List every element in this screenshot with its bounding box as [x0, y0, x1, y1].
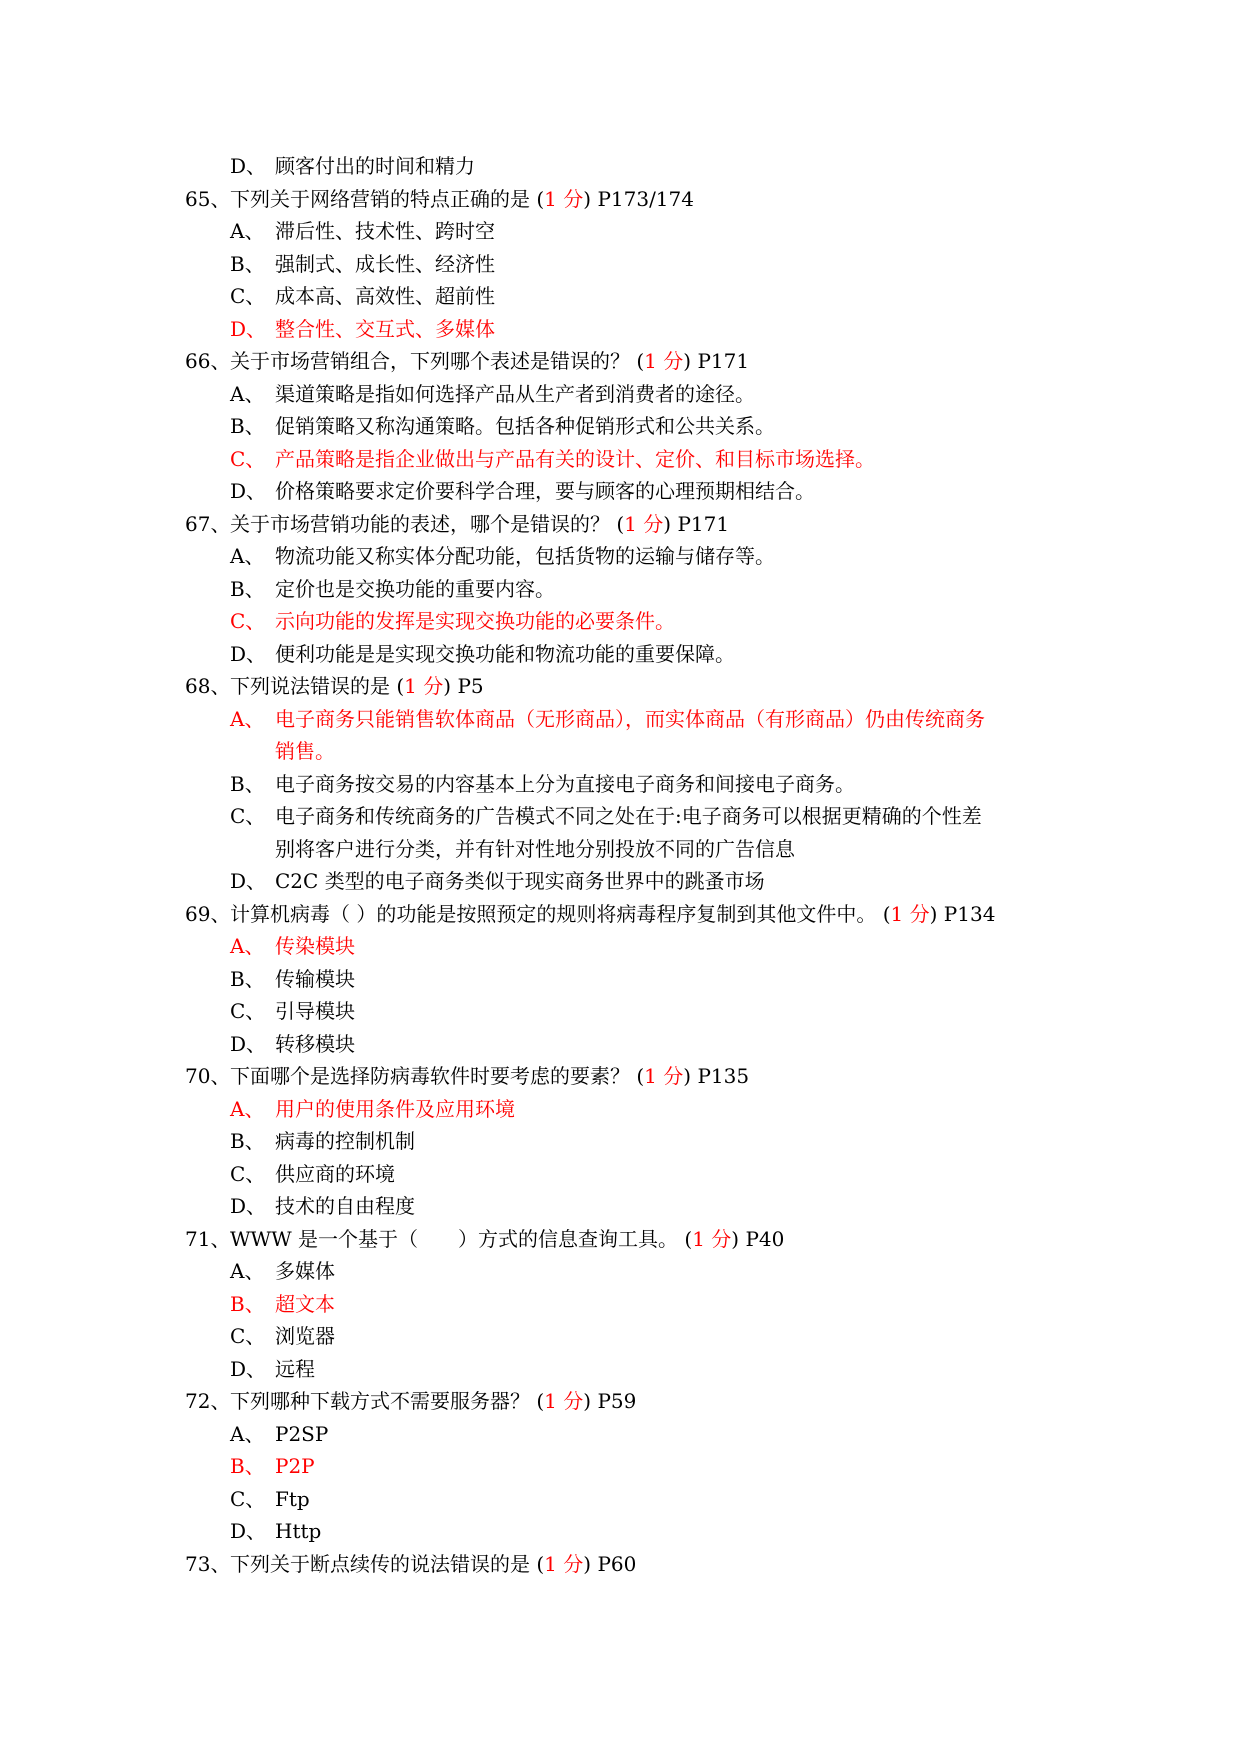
option-row	[0, 1125, 1241, 1158]
option-text: 整合性、交互式、多媒体	[275, 316, 495, 341]
option-text: 强制式、成长性、经济性	[275, 251, 495, 276]
correct-option-row	[0, 703, 1241, 736]
question-score: 1 分	[644, 1064, 684, 1088]
option-row	[0, 1353, 1241, 1386]
page-reference: P134	[943, 901, 996, 926]
option-text: 传染模块	[275, 934, 355, 958]
question-row	[0, 898, 1241, 931]
option-text: 浏览器	[275, 1324, 335, 1348]
page-reference: P171	[697, 349, 750, 373]
option-text: 价格策略要求定价要科学合理，要与顾客的心理预期相结合。	[275, 479, 815, 503]
question-number: 66、	[185, 349, 231, 373]
question-number: 69、	[185, 901, 231, 926]
question-row	[0, 345, 1241, 378]
option-row	[0, 475, 1241, 508]
option-letter: D、	[230, 1519, 267, 1543]
question-text: 下面哪个是选择防病毒软件时要考虑的要素？ (1 分) P135	[230, 1064, 750, 1088]
question-text: WWW 是一个基于（ ）方式的信息查询工具。 (1 分) P40	[230, 1226, 785, 1251]
option-row	[0, 1158, 1241, 1191]
question-row	[0, 1548, 1241, 1581]
question-score: 1 分	[644, 349, 684, 373]
option-row	[0, 1515, 1241, 1548]
question-number: 67、	[185, 511, 231, 536]
option-letter: D、	[230, 479, 267, 503]
question-row	[0, 670, 1241, 703]
option-text: 定价也是交换功能的重要内容。	[275, 576, 555, 601]
option-text: 电子商务和传统商务的广告模式不同之处在于:电子商务可以根据更精确的个性差	[275, 804, 982, 828]
option-letter: C、	[230, 804, 266, 828]
option-text: 顾客付出的时间和精力	[275, 154, 475, 178]
option-row	[0, 768, 1241, 801]
option-letter: A、	[230, 219, 265, 243]
question-number: 65、	[185, 186, 231, 211]
option-text: P2SP	[275, 1421, 329, 1446]
question-row	[0, 183, 1241, 216]
option-letter: A、	[230, 1259, 265, 1283]
option-letter: B、	[230, 576, 265, 601]
question-score: 1 分	[624, 511, 664, 536]
question-text: 计算机病毒（ ）的功能是按照预定的规则将病毒程序复制到其他文件中。 (1 分) P134	[230, 901, 996, 926]
option-letter: C、	[230, 1161, 266, 1186]
question-stem: 下面哪个是选择防病毒软件时要考虑的要素？	[230, 1064, 630, 1088]
question-score: 1 分	[404, 674, 444, 698]
page-reference: P135	[697, 1064, 750, 1088]
question-number: 71、	[185, 1226, 231, 1251]
question-stem: 关于市场营销功能的表述，哪个是错误的？	[230, 511, 610, 536]
option-text: 转移模块	[275, 1031, 355, 1056]
question-score: 1 分	[544, 1551, 584, 1576]
option-text: 滞后性、技术性、跨时空	[275, 219, 495, 243]
option-letter: B、	[230, 1291, 265, 1316]
option-letter: D、	[230, 1356, 267, 1381]
correct-option-row	[0, 1450, 1241, 1483]
option-letter: D、	[230, 869, 267, 893]
option-letter: A、	[230, 1421, 265, 1446]
option-row	[0, 638, 1241, 671]
option-letter: B、	[230, 251, 265, 276]
correct-option-row	[0, 443, 1241, 476]
option-letter: A、	[230, 934, 265, 958]
option-letter: D、	[230, 1031, 267, 1056]
option-row	[0, 1418, 1241, 1451]
question-number: 70、	[185, 1064, 231, 1088]
question-score: 1 分	[544, 186, 584, 211]
question-stem: 关于市场营销组合，下列哪个表述是错误的？	[230, 349, 630, 373]
question-text: 下列关于网络营销的特点正确的是 (1 分) P173/174	[230, 186, 694, 211]
correct-option-row	[0, 1288, 1241, 1321]
question-text: 关于市场营销功能的表述，哪个是错误的？ (1 分) P171	[230, 511, 730, 536]
option-text: Http	[275, 1519, 322, 1543]
question-stem: 下列哪种下载方式不需要服务器？	[230, 1389, 530, 1413]
option-row	[0, 1255, 1241, 1288]
option-letter: C、	[230, 999, 266, 1023]
question-score: 1 分	[692, 1226, 732, 1251]
option-row	[0, 1028, 1241, 1061]
option-letter: B、	[230, 1129, 265, 1153]
question-score: 1 分	[890, 901, 930, 926]
question-score: 1 分	[544, 1389, 584, 1413]
question-text: 下列哪种下载方式不需要服务器？ (1 分) P59	[230, 1389, 637, 1413]
option-row	[0, 963, 1241, 996]
question-stem: WWW 是一个基于（ ）方式的信息查询工具。	[230, 1226, 679, 1251]
option-letter: B、	[230, 414, 265, 438]
option-continuation-row	[0, 735, 1241, 768]
option-letter: B、	[230, 1454, 265, 1478]
page-reference: P59	[597, 1389, 637, 1413]
option-letter: A、	[230, 381, 265, 406]
option-text: 用户的使用条件及应用环境	[275, 1096, 515, 1121]
page-reference: P40	[745, 1226, 785, 1251]
option-row	[0, 573, 1241, 606]
option-row	[0, 215, 1241, 248]
correct-option-row	[0, 313, 1241, 346]
option-text: 示向功能的发挥是实现交换功能的必要条件。	[275, 609, 675, 633]
option-row	[0, 1190, 1241, 1223]
question-stem: 下列关于断点续传的说法错误的是	[230, 1551, 530, 1576]
question-row	[0, 1223, 1241, 1256]
option-letter: D、	[230, 154, 267, 178]
question-text: 下列关于断点续传的说法错误的是 (1 分) P60	[230, 1551, 637, 1576]
option-row	[0, 248, 1241, 281]
option-letter: B、	[230, 771, 265, 796]
option-text: 引导模块	[275, 999, 355, 1023]
option-text: 成本高、高效性、超前性	[275, 284, 495, 308]
question-row	[0, 1385, 1241, 1418]
option-row	[0, 800, 1241, 833]
question-row	[0, 508, 1241, 541]
page-reference: P5	[457, 674, 484, 698]
correct-option-row	[0, 1093, 1241, 1126]
option-text: 电子商务只能销售软体商品（无形商品），而实体商品（有形商品）仍由传统商务	[275, 706, 985, 731]
question-list	[0, 150, 1241, 1580]
page-reference: P173/174	[597, 186, 694, 211]
option-row	[0, 540, 1241, 573]
question-stem: 下列说法错误的是	[230, 674, 390, 698]
option-text: 供应商的环境	[275, 1161, 395, 1186]
correct-option-row	[0, 605, 1241, 638]
option-letter: C、	[230, 609, 266, 633]
option-letter: A、	[230, 706, 265, 731]
option-letter: A、	[230, 1096, 265, 1121]
option-row	[0, 865, 1241, 898]
question-stem: 下列关于网络营销的特点正确的是	[230, 186, 530, 211]
option-letter: A、	[230, 544, 265, 568]
option-letter: C、	[230, 284, 266, 308]
option-letter: D、	[230, 1194, 267, 1218]
option-text: 超文本	[275, 1291, 335, 1316]
option-row	[0, 410, 1241, 443]
question-text: 关于市场营销组合，下列哪个表述是错误的？ (1 分) P171	[230, 349, 750, 373]
option-text: 渠道策略是指如何选择产品从生产者到消费者的途径。	[275, 381, 755, 406]
option-letter: B、	[230, 966, 265, 991]
option-letter: D、	[230, 316, 267, 341]
option-text: 病毒的控制机制	[275, 1129, 415, 1153]
page-reference: P171	[677, 511, 730, 536]
option-text: 物流功能又称实体分配功能，包括货物的运输与储存等。	[275, 544, 775, 568]
question-number: 73、	[185, 1551, 231, 1576]
question-number: 68、	[185, 674, 231, 698]
option-row	[0, 150, 1241, 183]
option-text-continuation: 销售。	[275, 739, 335, 763]
option-text: 电子商务按交易的内容基本上分为直接电子商务和间接电子商务。	[275, 771, 855, 796]
page-reference: P60	[597, 1551, 637, 1576]
option-row	[0, 378, 1241, 411]
option-letter: C、	[230, 446, 266, 471]
option-letter: C、	[230, 1486, 266, 1511]
option-text: 多媒体	[275, 1259, 335, 1283]
correct-option-row	[0, 930, 1241, 963]
option-letter: D、	[230, 641, 267, 666]
option-continuation-row	[0, 833, 1241, 866]
option-text: 促销策略又称沟通策略。包括各种促销形式和公共关系。	[275, 414, 775, 438]
option-text: C2C 类型的电子商务类似于现实商务世界中的跳蚤市场	[275, 869, 765, 893]
question-text: 下列说法错误的是 (1 分) P5	[230, 674, 484, 698]
option-text: 远程	[275, 1356, 315, 1381]
option-row	[0, 280, 1241, 313]
option-text: P2P	[275, 1454, 315, 1478]
option-text: 技术的自由程度	[275, 1194, 415, 1218]
question-row	[0, 1060, 1241, 1093]
question-number: 72、	[185, 1389, 231, 1413]
option-row	[0, 1320, 1241, 1353]
option-text: 传输模块	[275, 966, 355, 991]
option-text-continuation: 别将客户进行分类，并有针对性地分别投放不同的广告信息	[275, 836, 795, 861]
option-row	[0, 1483, 1241, 1516]
option-text: 产品策略是指企业做出与产品有关的设计、定价、和目标市场选择。	[275, 446, 875, 471]
option-row	[0, 995, 1241, 1028]
question-stem: 计算机病毒（ ）的功能是按照预定的规则将病毒程序复制到其他文件中。	[230, 901, 877, 926]
option-text: 便利功能是是实现交换功能和物流功能的重要保障。	[275, 641, 735, 666]
option-text: Ftp	[275, 1486, 310, 1511]
option-letter: C、	[230, 1324, 266, 1348]
